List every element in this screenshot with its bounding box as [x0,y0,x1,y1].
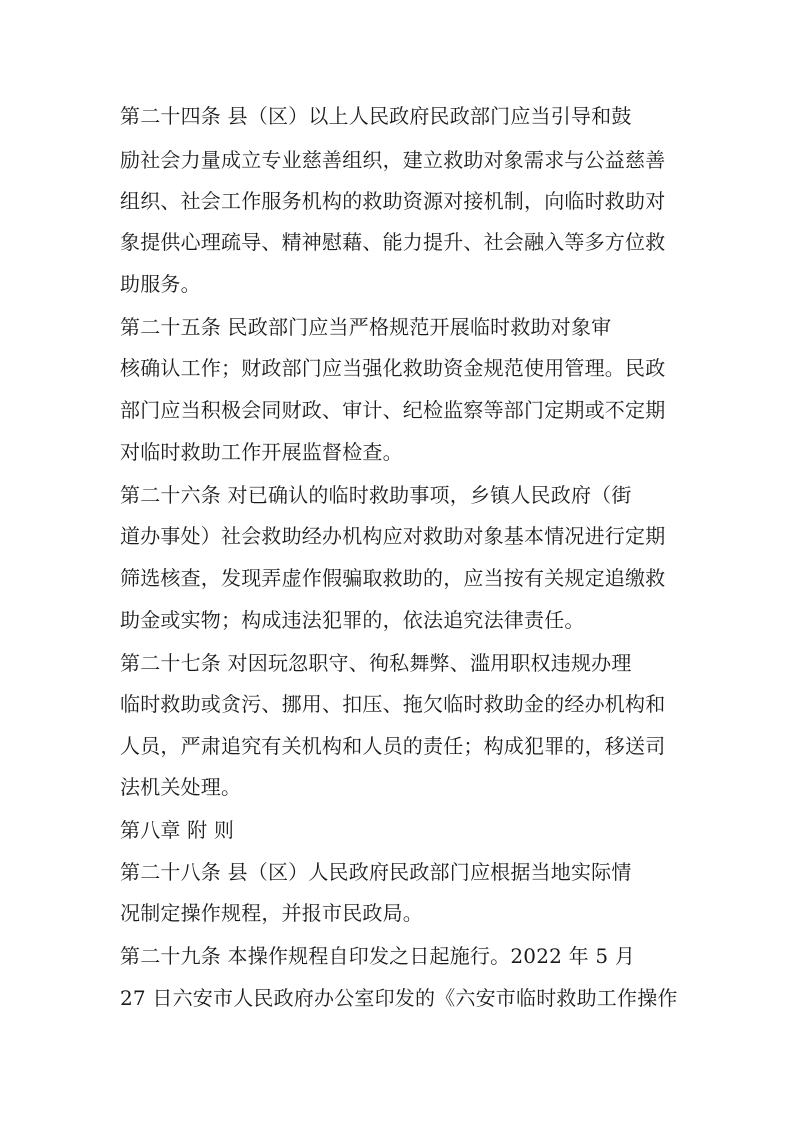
chapter-heading: 第八章 附 则 [120,818,235,842]
text-line: 法机关处理。 [120,775,242,799]
text-line: 象提供心理疏导、精神慰藉、能力提升、社会融入等多方位救 [120,230,666,254]
text-line: 第二十八条 县（区）人民政府民政部门应根据当地实际情 [120,860,632,884]
text-line: 道办事处）社会救助经办机构应对救助对象基本情况进行定期 [120,524,666,548]
text-line: 27 日六安市人民政府办公室印发的《六安市临时救助工作操作 [120,986,678,1010]
text-line: 第二十九条 本操作规程自印发之日起施行。2022 年 5 月 [120,944,636,968]
text-line: 核确认工作；财政部门应当强化救助资金规范使用管理。民政 [120,356,666,380]
text-line: 第二十六条 对已确认的临时救助事项，乡镇人民政府（街 [120,483,632,507]
text-line: 助服务。 [120,272,201,296]
text-line: 第二十四条 县（区）以上人民政府民政部门应当引导和鼓 [120,104,632,128]
text-line: 临时救助或贪污、挪用、扣压、拖欠临时救助金的经办机构和 [120,692,666,716]
text-line: 筛选核查，发现弄虚作假骗取救助的，应当按有关规定追缴救 [120,566,666,590]
text-line: 组织、社会工作服务机构的救助资源对接机制，向临时救助对 [120,189,666,213]
text-line: 第二十五条 民政部门应当严格规范开展临时救助对象审 [120,315,612,339]
text-line: 助金或实物；构成违法犯罪的，依法追究法律责任。 [120,608,585,632]
text-line: 励社会力量成立专业慈善组织，建立救助对象需求与公益慈善 [120,148,666,172]
text-line: 对临时救助工作开展监督检查。 [120,440,403,464]
text-line: 人员，严肃追究有关机构和人员的责任；构成犯罪的，移送司 [120,734,666,758]
text-line: 况制定操作规程，并报市民政局。 [120,901,423,925]
text-line: 部门应当积极会同财政、审计、纪检监察等部门定期或不定期 [120,398,666,422]
text-line: 第二十七条 对因玩忽职守、徇私舞弊、滥用职权违规办理 [120,651,632,675]
